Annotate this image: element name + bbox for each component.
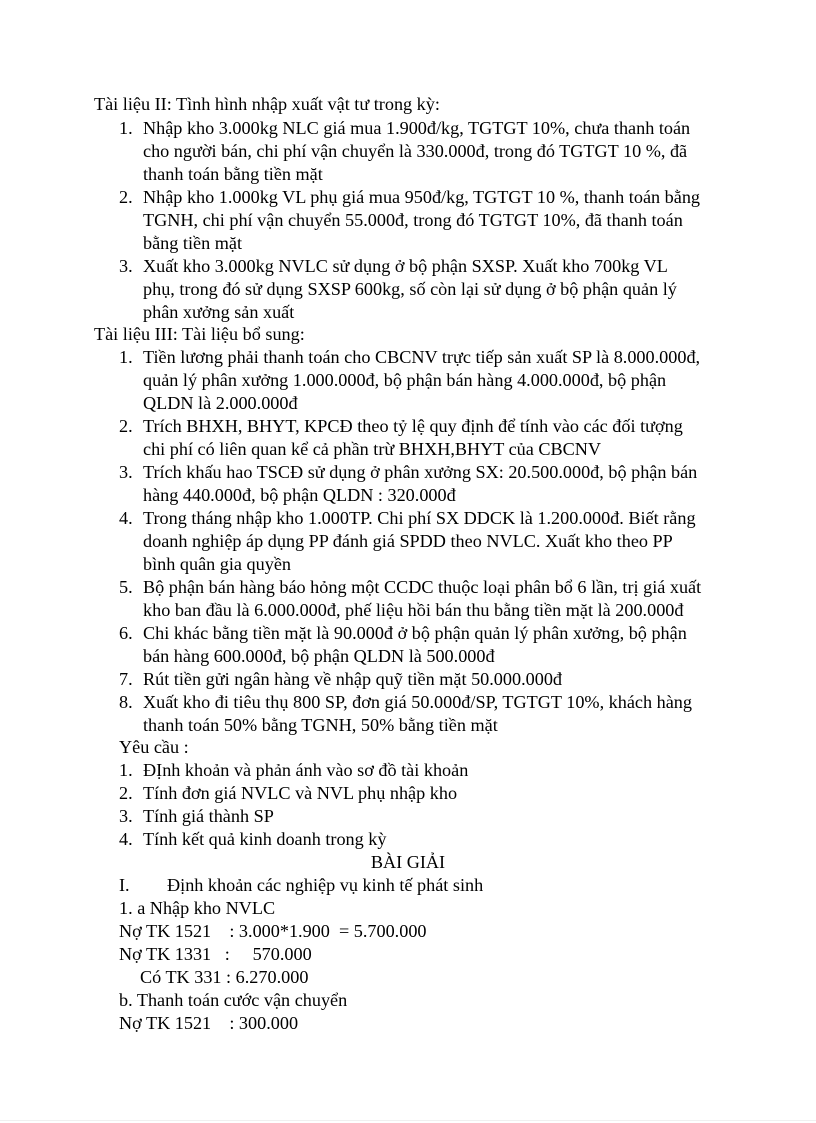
entry-line: Nợ TK 1521 : 3.000*1.900 = 5.700.000 xyxy=(119,921,427,941)
section-number: I. xyxy=(119,875,130,895)
item-line: Xuất kho 3.000kg NVLC sử dụng ở bộ phận SXSP. Xuất kho 700kg VL xyxy=(143,256,668,276)
item-line: TGNH, chi phí vận chuyển 55.000đ, trong đó TGTGT 10%, đã thanh toán xyxy=(143,210,683,230)
item-number: 1. xyxy=(119,760,133,780)
item-line: Nhập kho 3.000kg NLC giá mua 1.900đ/kg, TGTGT 10%, chưa thanh toán xyxy=(143,118,691,138)
item-line: ĐỊnh khoản và phản ánh vào sơ đồ tài khoản xyxy=(143,760,469,780)
item-number: 1. xyxy=(119,347,133,367)
item-line: cho người bán, chi phí vận chuyển là 330.000đ, trong đó TGTGT 10 %, đã xyxy=(143,141,688,161)
item-number: 7. xyxy=(119,669,133,689)
item-line: kho ban đầu là 6.000.000đ, phế liệu hồi bán thu bằng tiền mặt là 200.000đ xyxy=(143,600,684,620)
item-line: Chi khác bằng tiền mặt là 90.000đ ở bộ phận quản lý phân xưởng, bộ phận xyxy=(143,623,687,643)
entry-line: 1. a Nhập kho NVLC xyxy=(119,898,276,918)
item-number: 3. xyxy=(119,256,133,276)
entry-line: Có TK 331 : 6.270.000 xyxy=(140,967,309,987)
item-line: Bộ phận bán hàng báo hỏng một CCDC thuộc loại phân bổ 6 lần, trị giá xuất xyxy=(143,577,702,597)
item-number: 2. xyxy=(119,416,133,436)
item-line: doanh nghiệp áp dụng PP đánh giá SPDD theo NVLC. Xuất kho theo PP xyxy=(143,531,673,551)
item-line: Trong tháng nhập kho 1.000TP. Chi phí SX DDCK là 1.200.000đ. Biết rằng xyxy=(143,508,696,528)
item-line: quản lý phân xưởng 1.000.000đ, bộ phận bán hàng 4.000.000đ, bộ phận xyxy=(143,370,667,390)
solution-title: BÀI GIẢI xyxy=(370,852,446,872)
entry-line: b. Thanh toán cước vận chuyển xyxy=(119,990,348,1010)
item-line: phân xưởng sản xuất xyxy=(143,302,295,322)
item-number: 4. xyxy=(119,829,133,849)
item-line: Tính kết quả kinh doanh trong kỳ xyxy=(143,829,387,849)
requirements-title: Yêu cầu : xyxy=(119,737,189,757)
section-title-tl2: Tài liệu II: Tình hình nhập xuất vật tư trong kỳ: xyxy=(94,94,440,114)
entry-line: Nợ TK 1521 : 300.000 xyxy=(119,1013,299,1033)
item-line: thanh toán 50% bằng TGNH, 50% bằng tiền mặt xyxy=(143,715,498,735)
entry-line: Nợ TK 1331 : 570.000 xyxy=(119,944,312,964)
item-line: bình quân gia quyền xyxy=(143,554,291,574)
item-line: Rút tiền gửi ngân hàng về nhập quỹ tiền mặt 50.000.000đ xyxy=(143,669,563,689)
item-number: 6. xyxy=(119,623,133,643)
item-line: hàng 440.000đ, bộ phận QLDN : 320.000đ xyxy=(143,485,456,505)
item-number: 8. xyxy=(119,692,133,712)
item-number: 5. xyxy=(119,577,133,597)
item-line: Trích khấu hao TSCĐ sử dụng ở phân xưởng SX: 20.500.000đ, bộ phận bán xyxy=(143,462,698,482)
item-number: 1. xyxy=(119,118,133,138)
item-line: bán hàng 600.000đ, bộ phận QLDN là 500.000đ xyxy=(143,646,495,666)
item-number: 4. xyxy=(119,508,133,528)
item-number: 3. xyxy=(119,806,133,826)
item-line: thanh toán bằng tiền mặt xyxy=(143,164,323,184)
item-number: 2. xyxy=(119,783,133,803)
item-number: 2. xyxy=(119,187,133,207)
item-line: phụ, trong đó sử dụng SXSP 600kg, số còn lại sử dụng ở bộ phận quản lý xyxy=(143,279,677,299)
item-number: 3. xyxy=(119,462,133,482)
item-line: Xuất kho đi tiêu thụ 800 SP, đơn giá 50.000đ/SP, TGTGT 10%, khách hàng xyxy=(143,692,692,712)
item-line: Tính đơn giá NVLC và NVL phụ nhập kho xyxy=(143,783,458,803)
item-line: Nhập kho 1.000kg VL phụ giá mua 950đ/kg, TGTGT 10 %, thanh toán bằng xyxy=(143,187,701,207)
item-line: bằng tiền mặt xyxy=(143,233,242,253)
section-title-tl3: Tài liệu III: Tài liệu bổ sung: xyxy=(94,324,305,344)
item-line: Trích BHXH, BHYT, KPCĐ theo tỷ lệ quy định để tính vào các đối tượng xyxy=(143,416,683,436)
page-edge-divider xyxy=(0,1120,816,1121)
item-line: chi phí có liên quan kể cả phần trừ BHXH,BHYT của CBCNV xyxy=(143,439,602,459)
section-title: Định khoản các nghiệp vụ kinh tế phát sinh xyxy=(167,875,484,895)
item-line: Tính giá thành SP xyxy=(143,806,274,826)
item-line: Tiền lương phải thanh toán cho CBCNV trực tiếp sản xuất SP là 8.000.000đ, xyxy=(143,347,701,367)
item-line: QLDN là 2.000.000đ xyxy=(143,393,298,413)
